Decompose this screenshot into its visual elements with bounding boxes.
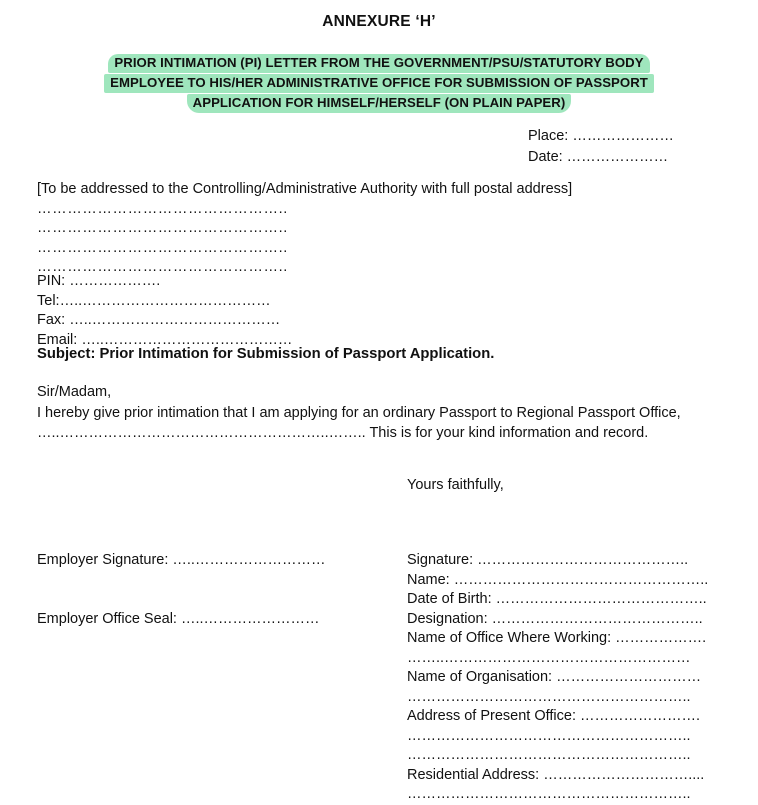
- place-field: Place: …………………: [528, 128, 674, 144]
- employer-office-seal-field: Employer Office Seal: …..……………………: [37, 610, 320, 627]
- residential-address-continuation: …………………………………………………..: [407, 786, 691, 802]
- fax-field: Fax: …..…………………………………: [37, 312, 281, 328]
- applicant-dob-field: Date of Birth: ……………………………………..: [407, 591, 707, 607]
- tel-field: Tel:…..…………………………………: [37, 292, 271, 309]
- main-title-line-3-text: APPLICATION FOR HIMSELF/HERSELF (ON PLAIN PAPER): [187, 93, 572, 113]
- employer-signature-field: Employer Signature: …..………………………: [37, 552, 326, 568]
- employer-signature-block: [37, 551, 397, 629]
- address-of-present-office-field: Address of Present Office: …………………….: [407, 708, 701, 724]
- salutation: Sir/Madam,: [37, 384, 112, 400]
- contact-block: [37, 272, 292, 350]
- main-title-line-1-text: PRIOR INTIMATION (PI) LETTER FROM THE GOVERNMENT/PSU/STATUTORY BODY: [108, 53, 649, 73]
- date-field: Date: …………………: [528, 149, 669, 165]
- main-title-line-1: [0, 53, 758, 73]
- body-line-2: …..………………………………………………..…….. This is for your kind information and record.: [37, 425, 649, 441]
- addressee-blank-line-2: …………………………………………..: [37, 220, 288, 236]
- main-title-block: [0, 31, 758, 113]
- email-field: Email: …..…………………………………: [37, 331, 293, 348]
- body-block: [37, 382, 717, 444]
- applicant-signature-field: Signature: ……………………………………..: [407, 552, 689, 568]
- signature-spacer: [37, 571, 397, 610]
- addressee-blank-line-1: …………………………………………..: [37, 200, 288, 217]
- body-line-1: I hereby give prior intimation that I am applying for an ordinary Passport to Regional Passport Office,: [37, 404, 681, 421]
- name-of-organisation-field: Name of Organisation: …………………………: [407, 669, 702, 685]
- name-of-organisation-continuation: …………………………………………………..: [407, 688, 691, 705]
- subject-line: Subject: Prior Intimation for Submission of Passport Application.: [37, 346, 495, 362]
- annexure-title: ANNEXURE ‘H’: [322, 13, 436, 30]
- address-of-present-office-continuation-1: …………………………………………………..: [407, 727, 691, 744]
- pin-field: PIN: ……………….: [37, 273, 161, 289]
- residential-address-field: Residential Address: …………………………....: [407, 766, 705, 783]
- applicant-designation-field: Designation: ……………………………………..: [407, 610, 703, 627]
- place-date-block: [528, 126, 674, 168]
- addressee-block: [37, 180, 572, 278]
- main-title-line-2: [0, 73, 758, 93]
- main-title-line-3: [0, 93, 758, 113]
- applicant-name-field: Name: ……………………………………………..: [407, 571, 709, 588]
- addressee-blank-line-3: …………………………………………..: [37, 239, 288, 256]
- office-where-working-continuation: ……..……………………………………………: [407, 649, 691, 666]
- closing-salutation: Yours faithfully,: [407, 477, 504, 493]
- addressee-instruction: [To be addressed to the Controlling/Administrative Authority with full postal address]: [37, 181, 573, 197]
- office-where-working-field: Name of Office Where Working: ……………….: [407, 630, 707, 646]
- addressee-blank-line-4: …………………………………………..: [37, 259, 288, 275]
- main-title-line-2-text: EMPLOYEE TO HIS/HER ADMINISTRATIVE OFFICE FOR SUBMISSION OF PASSPORT: [104, 73, 654, 93]
- address-of-present-office-continuation-2: …………………………………………………..: [407, 747, 691, 763]
- applicant-details-block: [407, 551, 747, 805]
